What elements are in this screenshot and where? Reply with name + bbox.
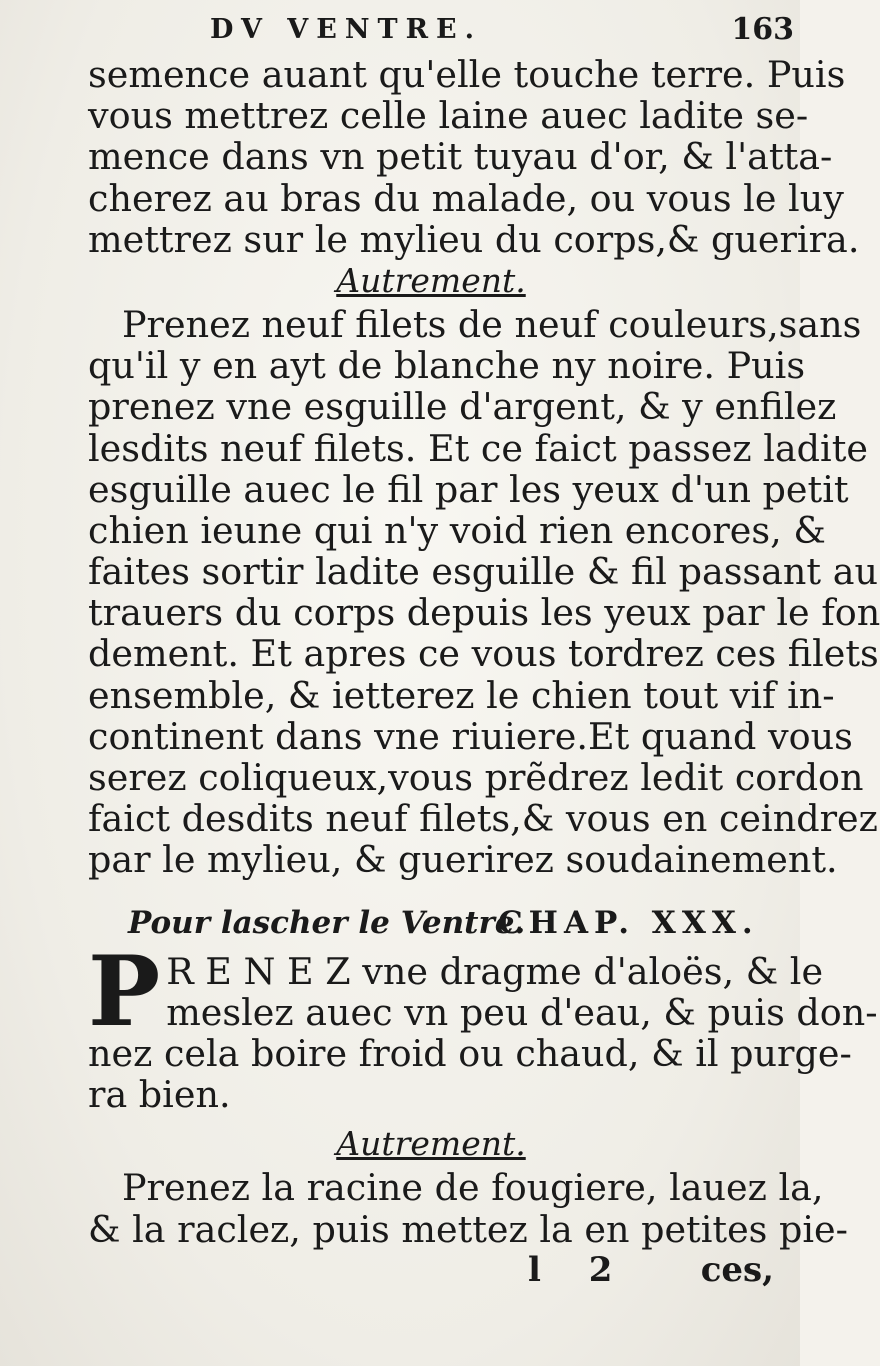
drop-cap: P xyxy=(88,934,161,1048)
text-line: continent dans vne riuiere.Et quand vous xyxy=(88,714,853,758)
chapter-heading xyxy=(88,897,774,951)
text-line: faites sortir ladite esguille & fil passant au xyxy=(88,550,878,594)
text-line: prenez vne esguille d'argent, & y enfilez xyxy=(88,385,837,429)
sub-heading: Autrement. xyxy=(336,260,526,300)
text-line: lesdits neuf filets. Et ce faict passez ladite xyxy=(88,426,868,470)
text-line: chien ieune qui n'y void rien encores, & xyxy=(88,508,826,552)
sub-heading: Autrement. xyxy=(336,1124,526,1164)
text-line: ra bien. xyxy=(88,1073,231,1117)
text-line: ensemble, & ietterez le chien tout vif in- xyxy=(88,673,835,717)
running-head: DV VENTRE. xyxy=(210,14,483,45)
text-line: meslez auec vn peu d'eau, & puis don- xyxy=(166,990,878,1034)
text-line: mettrez sur le mylieu du corps,& guerira. xyxy=(88,217,860,261)
chapter-label: CHAP. XXX. xyxy=(498,904,759,941)
chapter-title: Pour lascher le Ventre. xyxy=(128,904,526,941)
section-2 xyxy=(88,302,880,882)
text-line: nez cela boire froid ou chaud, & il purge- xyxy=(88,1031,852,1075)
page-footer xyxy=(88,1250,774,1290)
text-line: trauers du corps depuis les yeux par le fon xyxy=(88,591,880,635)
text-line: Prenez la racine de fougiere, lauez la, xyxy=(122,1166,824,1210)
text-line: cherez au bras du malade, ou vous le luy xyxy=(88,176,844,220)
text-line: Prenez neuf filets de neuf couleurs,sans xyxy=(122,302,862,346)
text-line: vous mettrez celle laine auec ladite se- xyxy=(88,94,809,138)
section-3 xyxy=(88,934,878,1117)
body-text xyxy=(88,53,880,1290)
text-line: semence auant qu'elle touche terre. Puis xyxy=(88,53,846,96)
text-line: qu'il y en ayt de blanche ny noire. Puis xyxy=(88,344,806,388)
text-line: esguille auec le fil par les yeux d'un petit xyxy=(88,467,849,511)
section-1 xyxy=(88,53,860,261)
text-line: faict desdits neuf filets,& vous en ceindrez xyxy=(88,797,878,841)
text-line: mence dans vn petit tuyau d'or, & l'atta- xyxy=(88,135,833,179)
page-header xyxy=(0,8,800,48)
text-line: R E N E Z vne dragme d'aloës, & le xyxy=(166,949,824,993)
signature-mark: l 2 xyxy=(528,1249,631,1290)
text-line: & la raclez, puis mettez la en petites pie- xyxy=(88,1207,848,1251)
text-line: par le mylieu, & guerirez soudainement. xyxy=(88,838,838,882)
text-line: serez coliqueux,vous prẽdrez ledit cordon xyxy=(88,756,864,799)
page-number: 163 xyxy=(731,12,794,47)
catchword: ces, xyxy=(700,1249,774,1290)
section-4 xyxy=(88,1166,848,1251)
text-line: dement. Et apres ce vous tordrez ces filets xyxy=(88,632,879,676)
